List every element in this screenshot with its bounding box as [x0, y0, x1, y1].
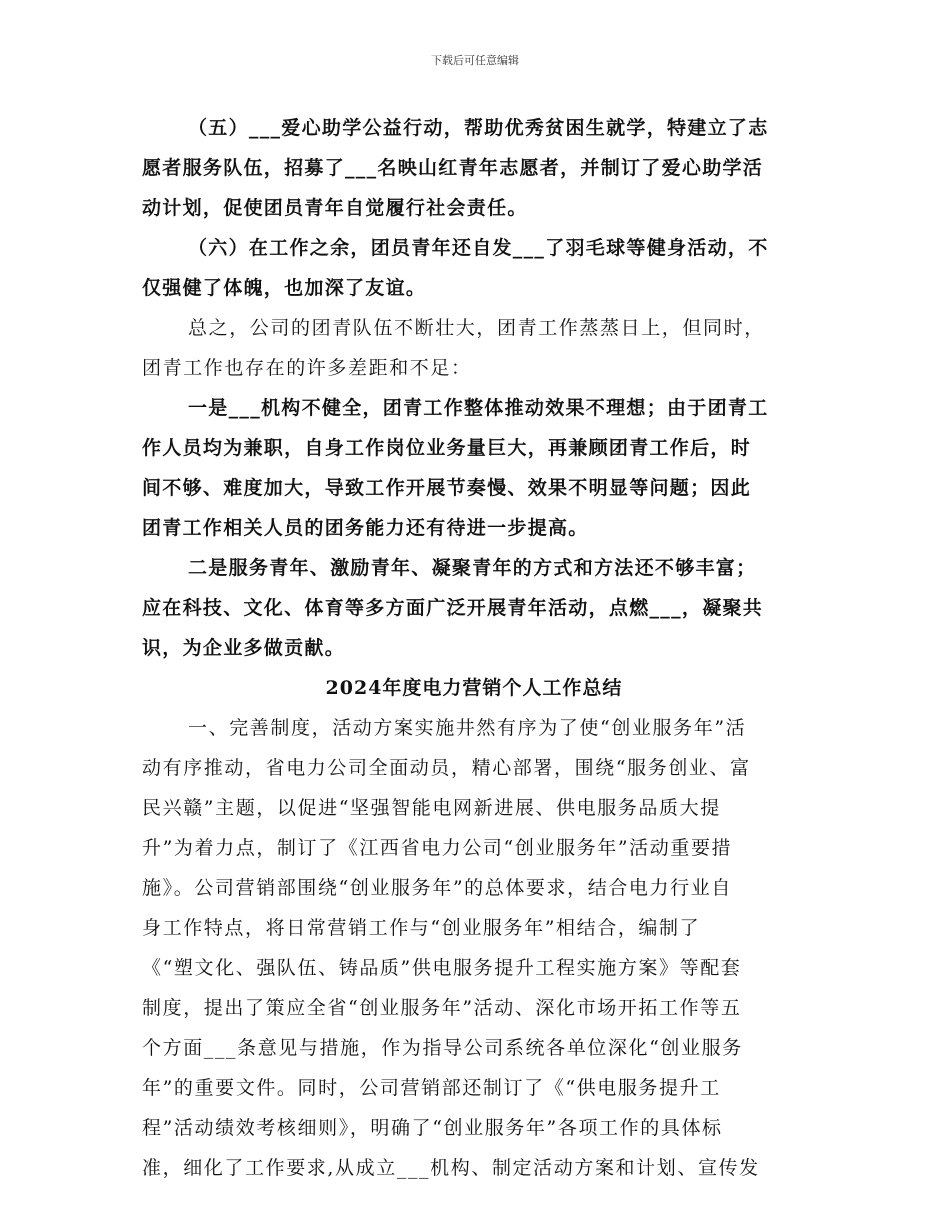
- section-title: 2024年度电力营销个人工作总结: [325, 677, 623, 699]
- text-line: 动有序推动，省电力公司全面动员，精心部署，围绕“服务创业、富: [142, 757, 751, 779]
- text-line: 动计划，促使团员青年自觉履行社会责任。: [142, 197, 528, 219]
- text-line: 一、完善制度，活动方案实施井然有序为了使“创业服务年”活: [188, 717, 747, 739]
- text-line: 团青工作相关人员的团务能力还有待进一步提高。: [142, 517, 589, 539]
- text-line: 升”为着力点，制订了《江西省电力公司“创业服务年”活动重要措: [142, 837, 733, 859]
- text-line: 间不够、难度加大，导致工作开展节奏慢、效果不明显等问题；因此: [142, 477, 752, 499]
- section-summary: [142, 108, 806, 668]
- text-line: 团青工作也存在的许多差距和不足：: [142, 357, 472, 379]
- document-body: [142, 108, 806, 1188]
- text-line: 应在科技、文化、体育等多方面广泛开展青年活动，点燃___，凝聚共: [142, 597, 764, 619]
- text-line: 民兴赣”主题，以促进“坚强智能电网新进展、供电服务品质大提: [142, 797, 721, 819]
- text-line: 身工作特点，将日常营销工作与“创业服务年”相结合，编制了: [142, 917, 701, 939]
- text-line: 作人员均为兼职，自身工作岗位业务量巨大，再兼顾团青工作后，时: [142, 437, 752, 459]
- text-line: 准，细化了工作要求,从成立___机构、制定活动方案和计划、宣传发: [142, 1157, 760, 1179]
- text-line: 程”活动绩效考核细则》，明确了“创业服务年”各项工作的具体标: [142, 1117, 723, 1139]
- text-line: 年”的重要文件。同时，公司营销部还制订了《“供电服务提升工: [142, 1077, 721, 1099]
- text-line: 施》。公司营销部围绕“创业服务年”的总体要求，结合电力行业自: [142, 877, 732, 899]
- text-line: 一是___机构不健全，团青工作整体推动效果不理想；由于团青工: [188, 397, 769, 419]
- text-line: 《“塑文化、强队伍、铸品质”供电服务提升工程实施方案》等配套: [142, 957, 742, 979]
- text-line: 个方面___条意见与措施，作为指导公司系统各单位深化“创业服务: [142, 1037, 743, 1059]
- text-line: 仅强健了体魄，也加深了友谊。: [142, 277, 427, 299]
- text-line: 识，为企业多做贡献。: [142, 637, 346, 659]
- text-line: 二是服务青年、激励青年、凝聚青年的方式和方法还不够丰富；: [188, 557, 757, 579]
- section-work-summary: [142, 708, 806, 1188]
- text-line: （五）___爱心助学公益行动，帮助优秀贫困生就学，特建立了志: [188, 117, 769, 139]
- text-line: 制度，提出了策应全省“创业服务年”活动、深化市场开拓工作等五: [142, 997, 742, 1019]
- page-header: 下载后可任意编辑: [431, 54, 519, 67]
- text-line: 愿者服务队伍，招募了___名映山红青年志愿者，并制订了爱心助学活: [142, 157, 764, 179]
- text-line: 总之，公司的团青队伍不断壮大，团青工作蒸蒸日上，但同时，: [188, 317, 765, 339]
- text-line: （六）在工作之余，团员青年还自发___了羽毛球等健身活动，不: [188, 237, 769, 259]
